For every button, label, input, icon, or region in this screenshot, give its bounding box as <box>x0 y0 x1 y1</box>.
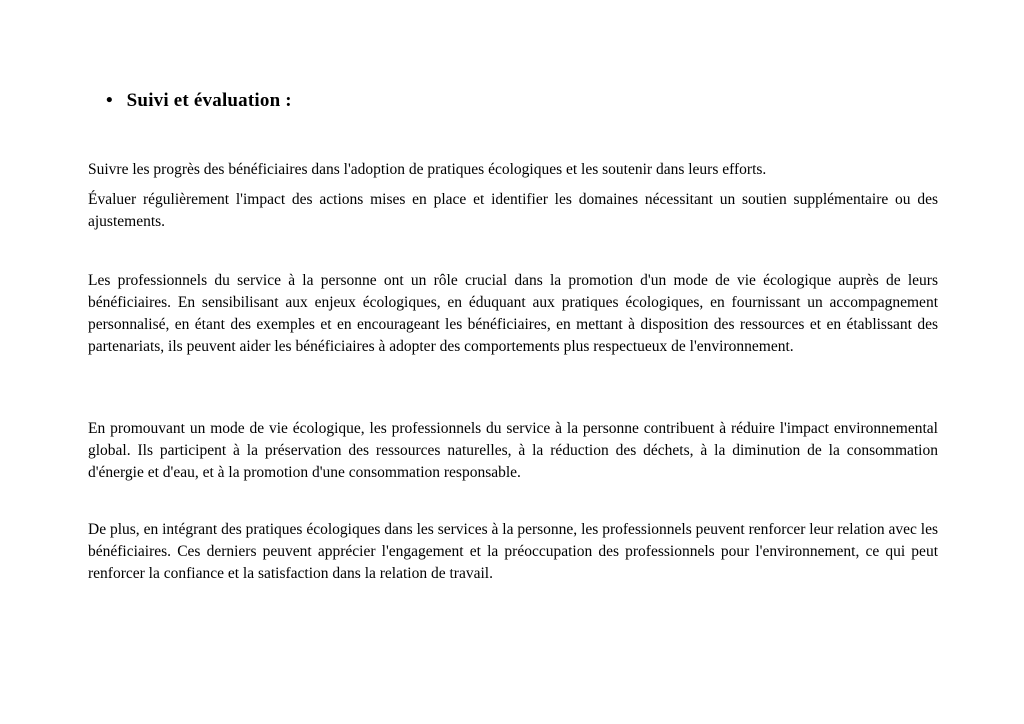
section-heading <box>106 89 292 113</box>
paragraph-suivre-progres: Suivre les progrès des bénéficiaires dans l'adoption de pratiques écologiques et les soutenir dans leurs efforts. <box>88 161 767 178</box>
paragraph-role-crucial: Les professionnels du service à la personne ont un rôle crucial dans la promotion d'un mode de vie écologique auprès de leurs bénéficiaires. En sensibilisant aux enjeux écologiques, en éduquant aux pratiques écologiques, en fournissant un accompagnement personnalisé, en étant des exemples et en encourageant les bénéficiaires, en mettant à disposition des ressources et en établissant des partenariats, ils peuvent aider les bénéficiaires à adopter des comportements plus respectueux de l'environnement. <box>88 272 938 355</box>
paragraph-promouvoir-mode-vie: En promouvant un mode de vie écologique, les professionnels du service à la personne contribuent à réduire l'impact environnemental global. Ils participent à la préservation des ressources naturelles, à la réduction des déchets, à la diminution de la consommation d'énergie et d'eau, et à la promotion d'une consommation responsable. <box>88 420 938 481</box>
section-heading-text: Suivi et évaluation : <box>126 90 292 111</box>
paragraph-evaluer-impact: Évaluer régulièrement l'impact des actions mises en place et identifier les domaines nécessitant un soutien supplémentaire ou des ajustements. <box>88 191 938 230</box>
bullet-icon: • <box>106 90 113 111</box>
paragraph-renforcer-relation: De plus, en intégrant des pratiques écologiques dans les services à la personne, les professionnels peuvent renforcer leur relation avec les bénéficiaires. Ces derniers peuvent apprécier l'engagement et la préoccupation des professionnels pour l'environnement, ce qui peut renforcer la confiance et la satisfaction dans la relation de travail. <box>88 521 938 582</box>
